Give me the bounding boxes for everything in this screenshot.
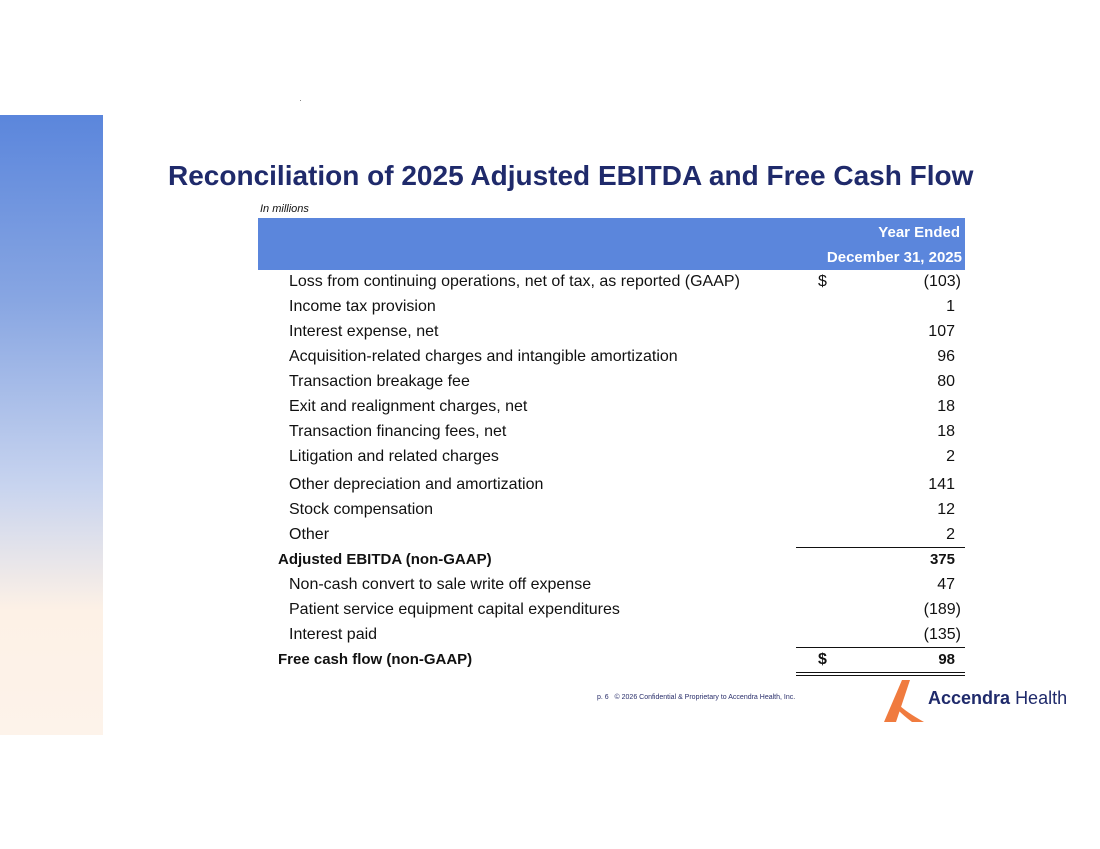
table-row <box>258 523 965 548</box>
page-title: Reconciliation of 2025 Adjusted EBITDA and Free Cash Flow <box>168 160 974 191</box>
table-row <box>258 498 965 523</box>
row-value: 107 <box>928 323 955 340</box>
units-note: In millions <box>260 203 309 215</box>
row-value: (103) <box>923 273 961 290</box>
table-row <box>258 395 965 420</box>
row-value: 375 <box>929 551 955 568</box>
row-label: Interest expense, net <box>289 323 439 340</box>
row-value: 1 <box>946 298 955 315</box>
header-date: December 31, 2025 <box>826 249 962 266</box>
table-header <box>258 218 965 270</box>
page-number: p. 6 <box>597 694 609 701</box>
logo-brand-bold: Accendra <box>928 688 1011 708</box>
table-row <box>258 370 965 395</box>
decorative-dot <box>300 100 301 101</box>
table-row <box>258 270 965 295</box>
row-value: 2 <box>946 448 955 465</box>
row-value: 18 <box>937 398 955 415</box>
row-currency: $ <box>818 273 827 290</box>
row-label: Interest paid <box>289 626 378 643</box>
row-value: 141 <box>928 476 955 493</box>
row-label: Stock compensation <box>289 501 434 518</box>
company-logo <box>882 678 1068 724</box>
copyright-text: © 2026 Confidential & Proprietary to Accendra Health, Inc. <box>614 694 796 701</box>
row-value: 96 <box>937 348 955 365</box>
row-label: Transaction financing fees, net <box>289 423 507 440</box>
row-value: 2 <box>946 526 955 543</box>
logo-mark-icon <box>882 678 926 724</box>
row-value: (135) <box>923 626 961 643</box>
table-row <box>258 445 965 473</box>
row-label: Non-cash convert to sale write off expense <box>289 576 592 593</box>
row-label: Loss from continuing operations, net of tax, as reported (GAAP) <box>289 273 740 290</box>
row-value: 12 <box>937 501 955 518</box>
row-label: Exit and realignment charges, net <box>289 398 528 415</box>
table-row <box>258 648 965 673</box>
table-row <box>258 548 965 573</box>
row-label: Adjusted EBITDA (non-GAAP) <box>278 551 492 568</box>
footer-note <box>597 694 795 701</box>
table-row <box>258 295 965 320</box>
reconciliation-table <box>258 218 965 673</box>
row-label: Other depreciation and amortization <box>289 476 544 493</box>
row-label: Patient service equipment capital expenditures <box>289 601 620 618</box>
row-label: Free cash flow (non-GAAP) <box>278 651 473 668</box>
row-value: (189) <box>923 601 961 618</box>
logo-brand-light: Health <box>1015 688 1068 708</box>
table-row <box>258 473 965 498</box>
row-label: Other <box>289 526 330 543</box>
row-label: Transaction breakage fee <box>289 373 470 390</box>
table-row <box>258 623 965 648</box>
double-rule-bottom <box>796 675 965 676</box>
row-value: 80 <box>937 373 955 390</box>
logo-wordmark <box>928 688 1067 709</box>
row-value: 98 <box>938 651 955 668</box>
row-label: Income tax provision <box>289 298 436 315</box>
table-row <box>258 598 965 623</box>
header-year-ended: Year Ended <box>878 224 960 241</box>
row-label: Litigation and related charges <box>289 448 499 465</box>
table-row <box>258 420 965 445</box>
decorative-gradient-band <box>0 115 103 735</box>
row-label: Acquisition-related charges and intangible amortization <box>289 348 678 365</box>
double-rule-top <box>796 672 965 673</box>
table-row <box>258 345 965 370</box>
table-row <box>258 320 965 345</box>
row-value: 47 <box>937 576 955 593</box>
row-value: 18 <box>937 423 955 440</box>
table-row <box>258 573 965 598</box>
row-currency: $ <box>818 651 827 668</box>
